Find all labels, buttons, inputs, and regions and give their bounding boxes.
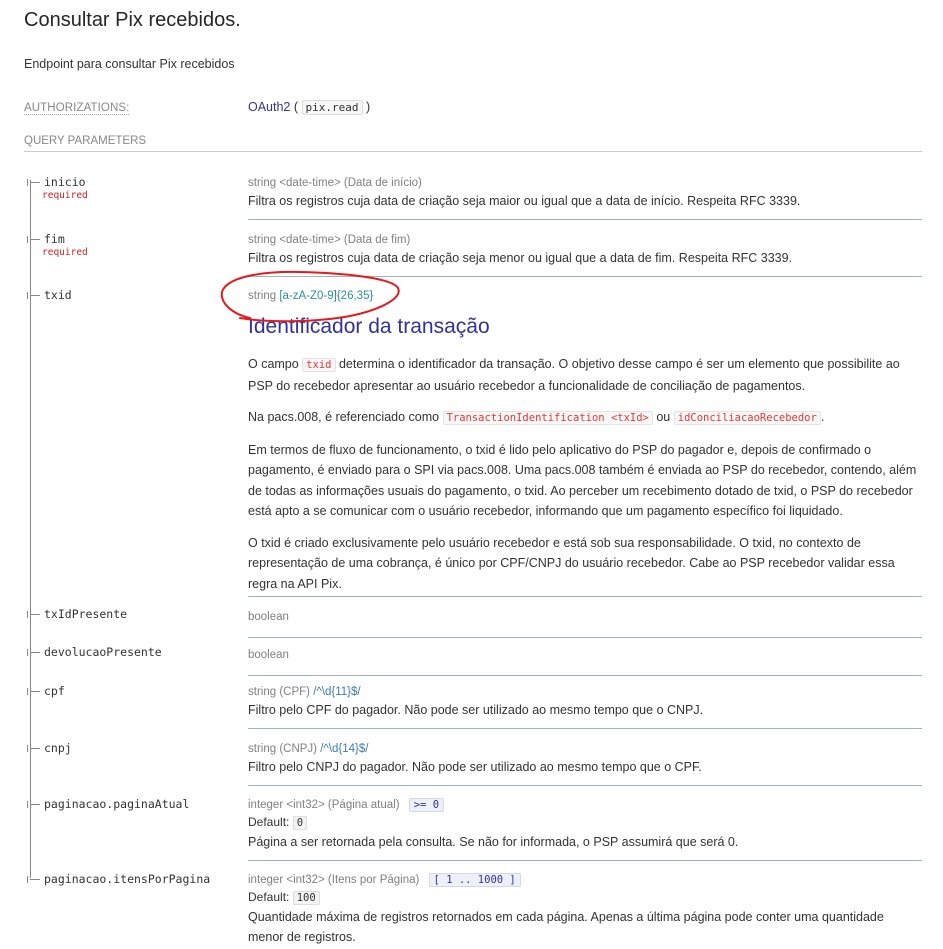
- tree-connector: [30, 652, 40, 653]
- default-line: [248, 813, 922, 832]
- default-label: Default:: [248, 890, 290, 904]
- param-detail: [248, 175, 922, 220]
- param-description: Filtra os registros cuja data de criação seja menor ou igual que a data de fim. Respeita RFC 3339.: [248, 251, 793, 265]
- param-name: inicio: [44, 175, 86, 189]
- oauth2-link[interactable]: OAuth2: [248, 100, 291, 114]
- param-name: cpf: [44, 684, 65, 698]
- param-type: [248, 288, 922, 304]
- param-type-text: string: [248, 290, 277, 302]
- text-span: .: [820, 410, 825, 424]
- required-label: required: [42, 190, 88, 201]
- param-detail: [248, 872, 922, 948]
- param-type-text: integer <int32> (Itens por Página): [248, 874, 420, 886]
- tree-connector: [30, 748, 40, 749]
- tree-connector: [30, 295, 40, 296]
- param-detail: [248, 609, 922, 638]
- param-type: boolean: [248, 649, 289, 661]
- param-name: paginacao.paginaAtual: [44, 797, 190, 811]
- param-type: string <date-time> (Data de início): [248, 177, 422, 189]
- param-description: Filtra os registros cuja data de criação seja maior ou igual que a data de início. Respeita RFC 3339.: [248, 194, 801, 208]
- txid-paragraph-3: Em termos de fluxo de funcionamento, o txid é lido pelo aplicativo do PSP do pagador e, depois de confirmado o pagamento, é enviado para o SPI via pacs.008. Uma pacs.008 também é enviada ao PSP do recebedor, contendo, além de todas as informações usuais do pagamento, o txid. Ao perceber um recebimento dotado de txid, o PSP do recebedor está apto a se comunicar com o usuário recebedor, informando que um pagamento específico foi liquidado.: [248, 442, 917, 518]
- tree-connector: [30, 691, 40, 692]
- param-type: [248, 684, 922, 700]
- param-pattern: /^\d{14}$/: [320, 743, 369, 755]
- tree-connector: [30, 614, 40, 615]
- param-type-text: string (CPF): [248, 686, 310, 698]
- param-type-text: integer <int32> (Página atual): [248, 799, 400, 811]
- required-label: required: [42, 247, 88, 258]
- query-parameters-label: QUERY PARAMETERS: [24, 135, 922, 152]
- text-span: ou: [656, 410, 671, 424]
- param-description: Quantidade máxima de registros retornados em cada página. Apenas a última página pode conter uma quantidade menor de registros.: [248, 910, 884, 944]
- default-value: 100: [293, 891, 320, 905]
- param-detail: [248, 684, 922, 729]
- txid-paragraph-2: [248, 407, 922, 429]
- authorizations-label: AUTHORIZATIONS:: [24, 102, 130, 114]
- txid-paragraph-4: O txid é criado exclusivamente pelo usuário recebedor e está sob sua responsabilidade. O txid, no contexto de representação de uma cobrança, é único por CPF/CNPJ do usuário recebedor. Cabe ao PSP recebedor validar essa regra na API Pix.: [248, 535, 895, 591]
- param-name: txIdPresente: [44, 607, 128, 621]
- txid-heading: Identificador da transação: [248, 315, 490, 338]
- param-type: [248, 741, 922, 757]
- param-pattern: /^\d{11}$/: [313, 686, 361, 698]
- param-description: Página a ser retornada pela consulta. Se não for informada, o PSP assumirá que será 0.: [248, 835, 739, 849]
- param-type: string <date-time> (Data de fim): [248, 234, 411, 246]
- param-type: [248, 797, 922, 813]
- param-detail: [248, 232, 922, 277]
- inline-code-transaction-identification: TransactionIdentification <txId>: [443, 411, 653, 425]
- param-detail: [248, 741, 922, 786]
- text-span: Na pacs.008, é referenciado como: [248, 410, 440, 424]
- param-detail: [248, 288, 922, 597]
- param-name: paginacao.itensPorPagina: [44, 872, 211, 886]
- param-detail: [248, 647, 922, 676]
- param-name: cnpj: [44, 741, 72, 755]
- scope-chip: pix.read: [302, 100, 363, 115]
- tree-connector: [30, 879, 40, 880]
- close-paren: ): [366, 100, 371, 114]
- param-description: Filtro pelo CPF do pagador. Não pode ser utilizado ao mesmo tempo que o CNPJ.: [248, 703, 704, 717]
- default-value: 0: [293, 816, 307, 830]
- param-name: devolucaoPresente: [44, 645, 162, 659]
- param-description: Filtro pelo CNPJ do pagador. Não pode ser utilizado ao mesmo tempo que o CPF.: [248, 760, 702, 774]
- tree-connector: [30, 804, 40, 805]
- inline-code-txid: txid: [302, 358, 335, 372]
- txid-paragraph-1: [248, 354, 922, 396]
- param-name: fim: [44, 232, 65, 246]
- tree-connector: [30, 182, 40, 183]
- inline-code-id-conciliacao: idConciliacaoRecebedor: [674, 411, 821, 425]
- param-pattern: [a-zA-Z0-9]{26,35}: [279, 290, 374, 302]
- param-type-text: string (CNPJ): [248, 743, 318, 755]
- text-span: determina o identificador da transação. O objetivo desse campo é ser um elemento que possibilite ao PSP do recebedor apresentar ao usuário recebedor a funcionalidade de conciliação de pagamentos.: [248, 357, 900, 393]
- param-type: boolean: [248, 611, 289, 623]
- param-name: txid: [44, 288, 72, 302]
- param-type: [248, 872, 922, 888]
- text-span: O campo: [248, 357, 299, 371]
- default-label: Default:: [248, 815, 290, 829]
- open-paren: (: [293, 100, 299, 114]
- range-chip: >= 0: [409, 798, 444, 812]
- authorizations-value: [248, 100, 370, 114]
- range-chip: [ 1 .. 1000 ]: [429, 873, 521, 887]
- page-description: Endpoint para consultar Pix recebidos: [24, 57, 235, 71]
- param-detail: [248, 797, 922, 861]
- tree-connector: [30, 239, 40, 240]
- page-title: Consultar Pix recebidos.: [24, 9, 241, 31]
- tree-line-vertical: [30, 180, 31, 878]
- default-line: [248, 888, 922, 907]
